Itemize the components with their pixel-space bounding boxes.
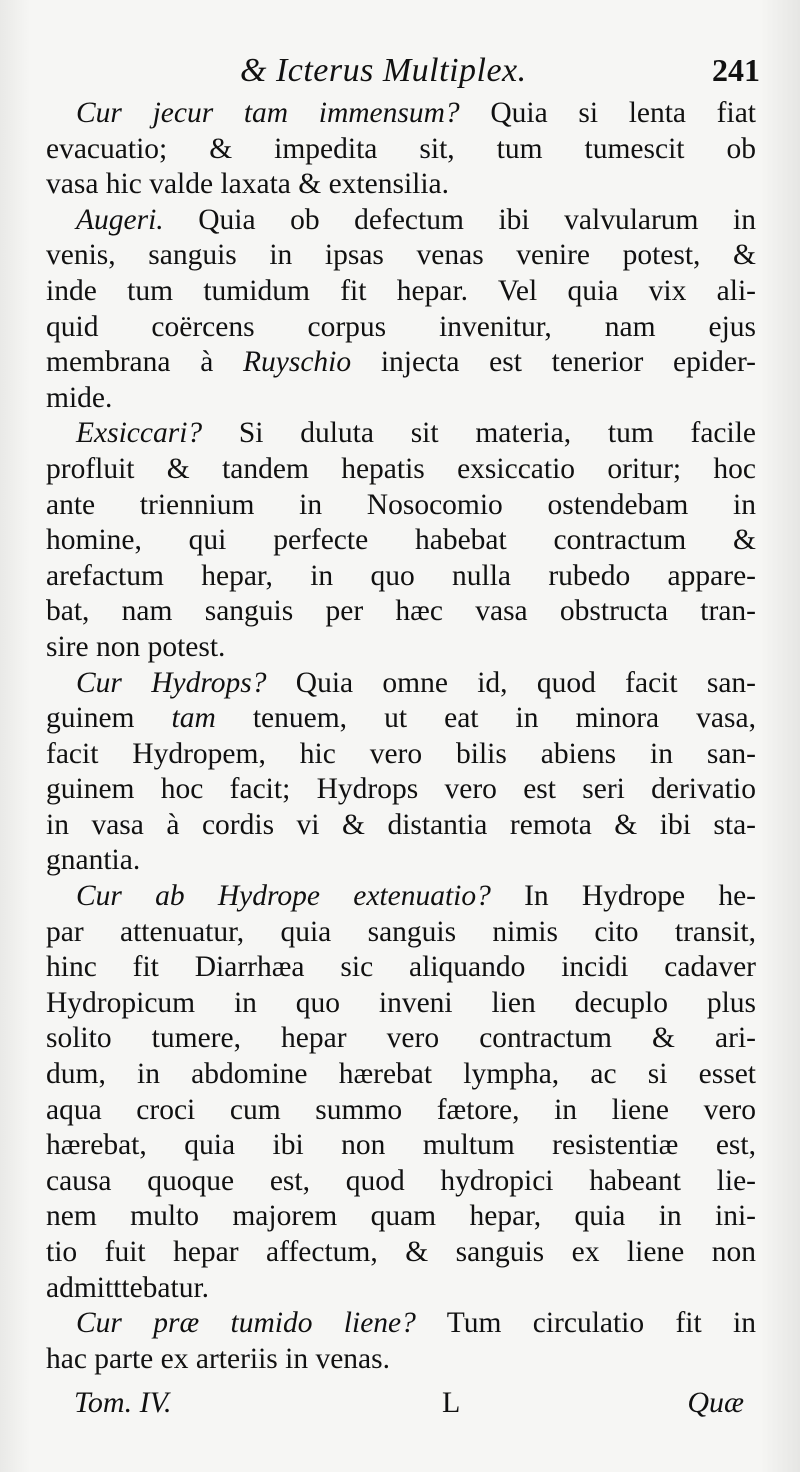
line-text: facit Hydropem, hic vero bilis abiens in san- [46, 737, 756, 770]
text-line [46, 345, 756, 381]
text-line [46, 666, 756, 702]
signature-mark: L [442, 1386, 461, 1419]
text-line [46, 879, 756, 915]
text-line [46, 808, 756, 844]
line-text-lead: membrana à [46, 346, 243, 379]
question-italic: Exsiccari? [76, 417, 203, 450]
line-text: inde tum tumidum fit hepar. Vel quia vix ali- [46, 274, 756, 307]
text-line [46, 630, 756, 666]
line-text: causa quoque est, quod hydropici habeant lie- [46, 1164, 756, 1197]
line-text: gnantia. [46, 844, 141, 877]
text-line [46, 1199, 756, 1235]
catchword: Quæ [687, 1386, 744, 1419]
text-line [46, 737, 756, 773]
line-text: in vasa à cordis vi & distantia remota & ibi sta- [46, 808, 756, 841]
text-line [46, 488, 756, 524]
line-text: hærebat, quia ibi non multum resistentiæ est, [46, 1129, 756, 1162]
question-italic: Cur ab Hydrope extenuatio? [76, 880, 491, 913]
line-text: profluit & tandem hepatis exsiccatio oritur; hoc [46, 452, 756, 485]
line-text: Quia omne id, quod facit san- [266, 666, 756, 699]
page-header [240, 52, 760, 92]
line-text: Quia ob defectum ibi valvularum in [163, 203, 756, 236]
question-italic: Cur præ tumido liene? [76, 1307, 416, 1340]
line-text: sire non potest. [46, 630, 226, 663]
text-line [46, 986, 756, 1022]
line-text: Tum circulatio fit in [415, 1307, 756, 1340]
text-line [46, 452, 756, 488]
line-text: arefactum hepar, in quo nulla rubedo appare- [46, 559, 756, 592]
line-text: In Hydrope he- [490, 880, 756, 913]
line-text: dum, in abdomine hærebat lympha, ac si esset [46, 1058, 756, 1091]
volume-mark: Tom. IV. [74, 1386, 172, 1419]
line-text: aqua croci cum summo fætore, in liene vero [46, 1093, 756, 1126]
text-line [46, 167, 756, 203]
line-text: guinem hoc facit; Hydrops vero est seri derivatio [46, 773, 756, 806]
line-text: venis, sanguis in ipsas venas venire potest, & [46, 239, 756, 272]
line-text: quid coërcens corpus invenitur, nam ejus [46, 310, 756, 343]
page-footer [46, 1386, 744, 1426]
line-text: Si duluta sit materia, tum facile [202, 417, 756, 450]
line-text: injecta est tenerior epider- [351, 346, 756, 379]
line-text: tio fuit hepar affectum, & sanguis ex liene non [46, 1236, 756, 1268]
question-italic: Augeri. [76, 203, 164, 236]
text-line [46, 1057, 756, 1093]
text-line [46, 310, 756, 346]
line-text: Quia si lenta fiat [459, 97, 756, 129]
line-text: hinc fit Diarrhæa sic aliquando incidi cadaver [46, 951, 756, 984]
question-italic: tam [171, 702, 216, 735]
line-text: ante triennium in Nosocomio ostendebam in [46, 488, 756, 521]
text-line [46, 238, 756, 274]
text-line [46, 523, 756, 559]
text-line [46, 203, 756, 239]
text-line [46, 915, 756, 951]
text-line [46, 1021, 756, 1057]
text-line [46, 1271, 756, 1307]
line-text: nem multo majorem quam hepar, quia in ini- [46, 1200, 756, 1233]
question-italic: Ruyschio [243, 346, 352, 379]
line-text-lead: guinem [46, 702, 172, 735]
line-text: tenuem, ut eat in minora vasa, [215, 702, 756, 735]
line-text: vasa hic valde laxata & extensilia. [46, 168, 450, 201]
text-line [46, 701, 756, 737]
text-line [46, 772, 756, 808]
line-text: par attenuatur, quia sanguis nimis cito transit, [46, 915, 756, 948]
text-line [46, 1128, 756, 1164]
text-line [46, 559, 756, 595]
text-line [46, 381, 756, 417]
text-line [46, 1342, 756, 1378]
running-title: & Icterus Multiplex. [240, 52, 527, 89]
line-text: hac parte ex arteriis in venas. [46, 1342, 391, 1375]
text-line [46, 950, 756, 986]
line-text: evacuatio; & impedita sit, tum tumescit ob [46, 132, 756, 165]
body-text [46, 96, 756, 1377]
text-line [46, 416, 756, 452]
line-text: admitttebatur. [46, 1271, 210, 1304]
line-text: Hydropicum in quo inveni lien decuplo plus [46, 986, 756, 1019]
line-text: bat, nam sanguis per hæc vasa obstructa tran- [46, 595, 756, 628]
text-line [46, 96, 756, 132]
text-line [46, 843, 756, 879]
line-text: homine, qui perfecte habebat contractum & [46, 524, 756, 557]
text-line [46, 1093, 756, 1129]
page-number: 241 [712, 52, 760, 88]
text-line [46, 132, 756, 168]
question-italic: Cur jecur tam immensum? [76, 97, 460, 129]
question-italic: Cur Hydrops? [76, 666, 267, 699]
text-line [46, 1164, 756, 1200]
text-line [46, 274, 756, 310]
line-text: solito tumere, hepar vero contractum & ari- [46, 1022, 756, 1055]
text-line [46, 594, 756, 630]
text-line [46, 1306, 756, 1342]
line-text: mide. [46, 381, 113, 414]
text-line [46, 1235, 756, 1271]
